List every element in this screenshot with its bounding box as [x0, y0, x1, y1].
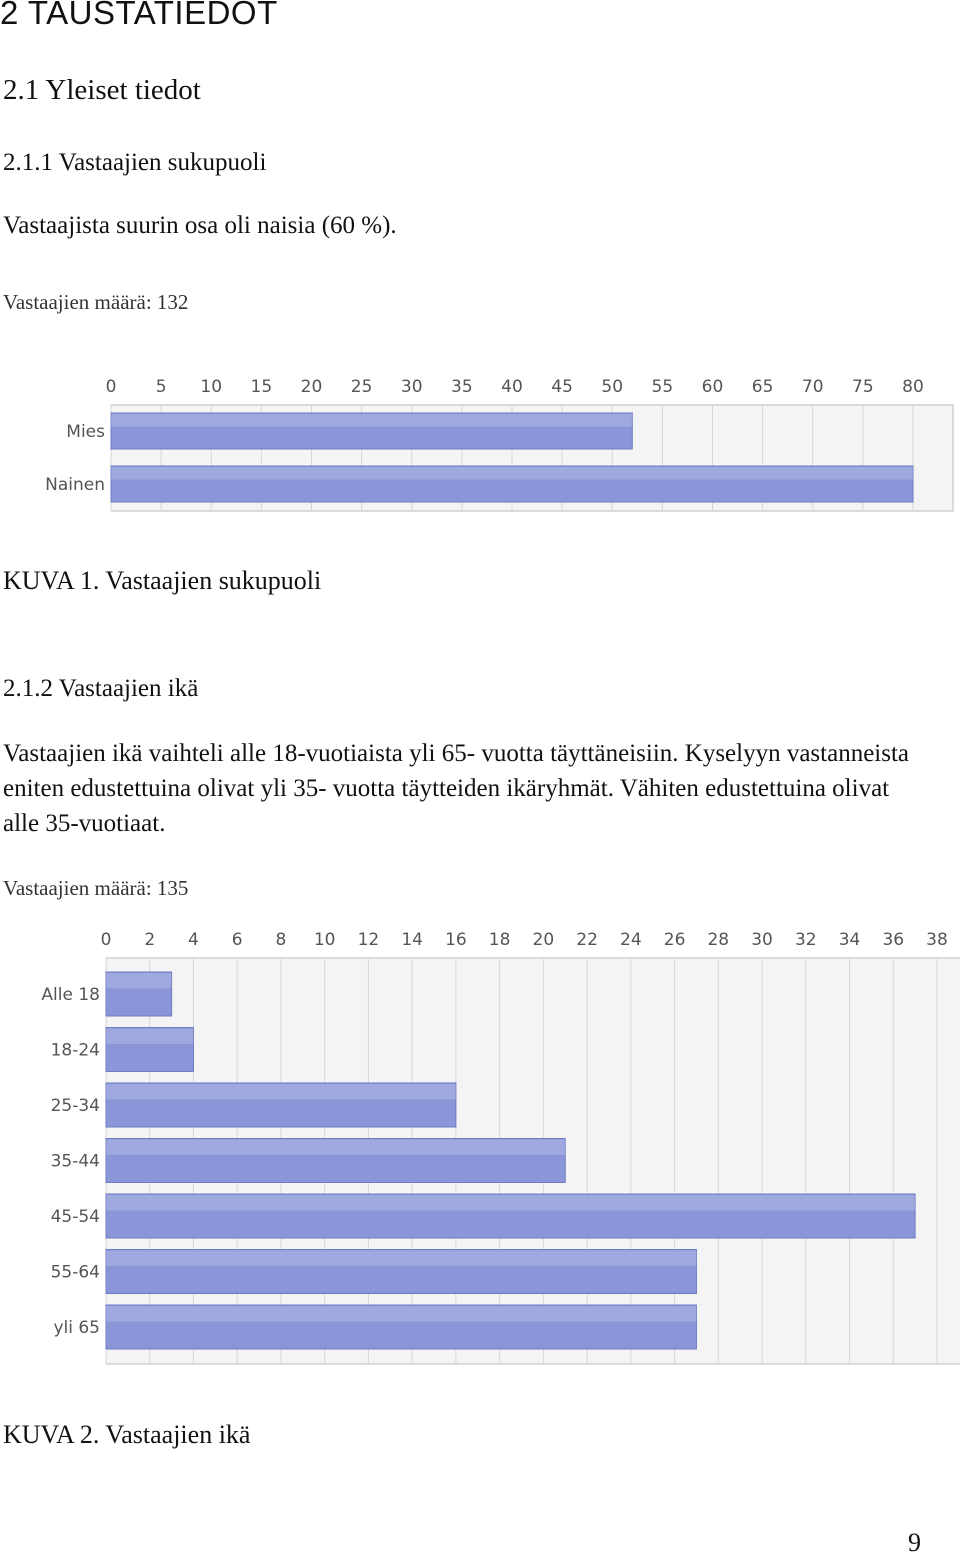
x-tick-label: 12 [357, 930, 380, 950]
x-tick-label: 55 [651, 377, 674, 397]
gender-respondent-count: Vastaajien määrä: 132 [3, 290, 189, 314]
x-tick-label: 30 [400, 377, 423, 397]
x-tick-label: 20 [532, 930, 555, 950]
x-tick-label: 70 [801, 377, 824, 397]
bar-highlight [106, 973, 172, 988]
gender-text: Vastaajista suurin osa oli naisia (60 %). [3, 212, 397, 239]
x-tick-label: 0 [105, 377, 117, 397]
category-label: Nainen [45, 475, 105, 495]
x-tick-label: 0 [100, 930, 112, 950]
x-tick-label: 32 [794, 930, 817, 950]
x-tick-label: 10 [313, 930, 336, 950]
bar-highlight [111, 414, 632, 427]
gender-heading: 2.1.1 Vastaajien sukupuoli [3, 149, 267, 176]
category-label: yli 65 [53, 1318, 100, 1338]
x-tick-label: 50 [601, 377, 624, 397]
x-tick-label: 40 [501, 377, 523, 397]
category-label: 25-34 [50, 1096, 100, 1116]
bar-highlight [106, 1306, 696, 1321]
x-tick-label: 22 [576, 930, 598, 950]
x-tick-label: 10 [200, 377, 223, 397]
bar-highlight [111, 467, 913, 480]
gender-chart-caption: KUVA 1. Vastaajien sukupuoli [3, 566, 322, 595]
x-tick-label: 25 [350, 377, 373, 397]
x-tick-label: 60 [701, 377, 724, 397]
x-tick-label: 15 [250, 377, 273, 397]
x-tick-label: 5 [155, 377, 167, 397]
age-respondent-count: Vastaajien määrä: 135 [3, 876, 189, 900]
x-tick-label: 65 [751, 377, 774, 397]
x-tick-label: 20 [300, 377, 323, 397]
subsection-title: 2.1 Yleiset tiedot [3, 74, 201, 106]
page-number: 9 [908, 1528, 921, 1557]
age-chart-caption: KUVA 2. Vastaajien ikä [3, 1420, 251, 1449]
x-tick-label: 28 [707, 930, 730, 950]
x-tick-label: 2 [144, 930, 156, 950]
bar-highlight [106, 1251, 696, 1266]
age-heading: 2.1.2 Vastaajien ikä [3, 675, 199, 702]
section-title: 2 TAUSTATIEDOT [0, 0, 278, 31]
category-label: Mies [66, 422, 105, 442]
x-tick-label: 26 [663, 930, 686, 950]
category-label: 18-24 [50, 1040, 100, 1061]
age-chart [0, 922, 960, 1370]
bar-highlight [106, 1195, 915, 1210]
x-tick-label: 38 [926, 930, 948, 950]
x-tick-label: 36 [882, 930, 905, 950]
x-tick-label: 80 [902, 377, 924, 397]
x-tick-label: 35 [451, 377, 473, 397]
x-tick-label: 34 [838, 930, 861, 950]
gender-chart [0, 368, 960, 518]
bar-highlight [106, 1084, 456, 1099]
age-text: Vastaajien ikä vaihteli alle 18-vuotiaista yli 65- vuotta täyttäneisiin. Kyselyyn vastanneista eniten edustettuina olivat yli 35- vuotta täytteiden ikäryhmät. Vähiten edustettuina olivat alle 35-vuotiaat. [3, 740, 910, 837]
x-tick-label: 30 [751, 930, 773, 950]
x-tick-label: 75 [852, 377, 874, 397]
x-tick-label: 24 [620, 930, 642, 950]
x-tick-label: 45 [551, 377, 573, 397]
x-tick-label: 6 [231, 930, 243, 950]
category-label: Alle 18 [41, 985, 100, 1005]
bar-highlight [106, 1140, 565, 1155]
x-tick-label: 4 [188, 930, 199, 950]
category-label: 55-64 [50, 1262, 100, 1283]
category-label: 35-44 [50, 1151, 100, 1172]
category-label: 45-54 [50, 1207, 100, 1227]
x-tick-label: 16 [445, 930, 467, 950]
x-tick-label: 14 [401, 930, 423, 950]
x-tick-label: 18 [488, 930, 511, 950]
bar-highlight [106, 1029, 193, 1044]
x-tick-label: 8 [275, 930, 287, 950]
